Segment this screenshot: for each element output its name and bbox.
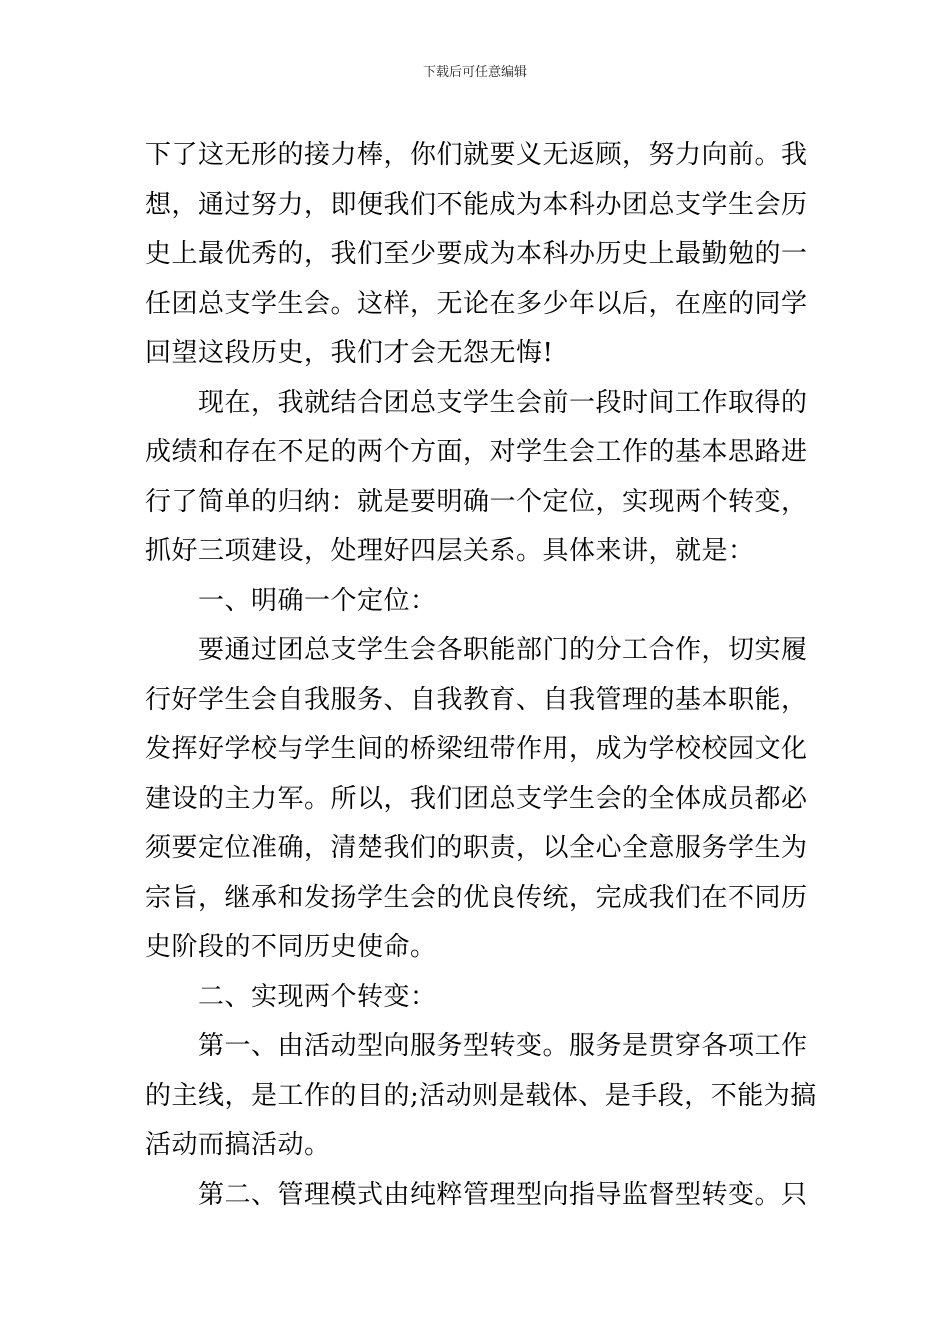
body-line: 下了这无形的接力棒，你们就要义无返顾，努力向前。我	[145, 140, 808, 170]
body-line: 要通过团总支学生会各职能部门的分工合作，切实履	[145, 635, 808, 665]
body-line: 第二、管理模式由纯粹管理型向指导监督型转变。只	[145, 1179, 808, 1210]
body-line: 抓好三项建设，处理好四层关系。具体来讲，就是：	[145, 536, 755, 566]
body-line: 现在，我就结合团总支学生会前一段时间工作取得的	[145, 387, 808, 418]
section-heading: 一、明确一个定位：	[145, 585, 437, 616]
body-line: 须要定位准确，清楚我们的职责，以全心全意服务学生为	[145, 833, 808, 863]
body-line: 活动而搞活动。	[145, 1130, 331, 1160]
body-line: 行了简单的归纳：就是要明确一个定位，实现两个转变，	[145, 486, 808, 517]
document-body	[145, 131, 817, 1220]
body-line: 成绩和存在不足的两个方面，对学生会工作的基本思路进	[145, 437, 808, 467]
body-line: 想，通过努力，即便我们不能成为本科办团总支学生会历	[145, 189, 808, 220]
body-line: 发挥好学校与学生间的桥梁纽带作用，成为学校校园文化	[145, 734, 808, 764]
section-heading: 二、实现两个转变：	[145, 981, 437, 1012]
body-line: 任团总支学生会。这样，无论在多少年以后，在座的同学	[145, 288, 808, 319]
body-line: 第一、由活动型向服务型转变。服务是贯穿各项工作	[145, 1031, 808, 1061]
body-line: 宗旨，继承和发扬学生会的优良传统，完成我们在不同历	[145, 882, 808, 913]
body-line: 的主线，是工作的目的;活动则是载体、是手段，不能为搞	[145, 1080, 817, 1111]
page-header: 下载后可任意编辑	[422, 65, 527, 80]
body-line: 史上最优秀的，我们至少要成为本科办历史上最勤勉的一	[145, 239, 808, 269]
body-line: 史阶段的不同历史使命。	[145, 932, 437, 962]
body-line: 回望这段历史，我们才会无怨无悔!	[145, 338, 554, 368]
body-line: 行好学生会自我服务、自我教育、自我管理的基本职能，	[145, 684, 808, 715]
body-line: 建设的主力军。所以，我们团总支学生会的全体成员都必	[145, 783, 808, 814]
